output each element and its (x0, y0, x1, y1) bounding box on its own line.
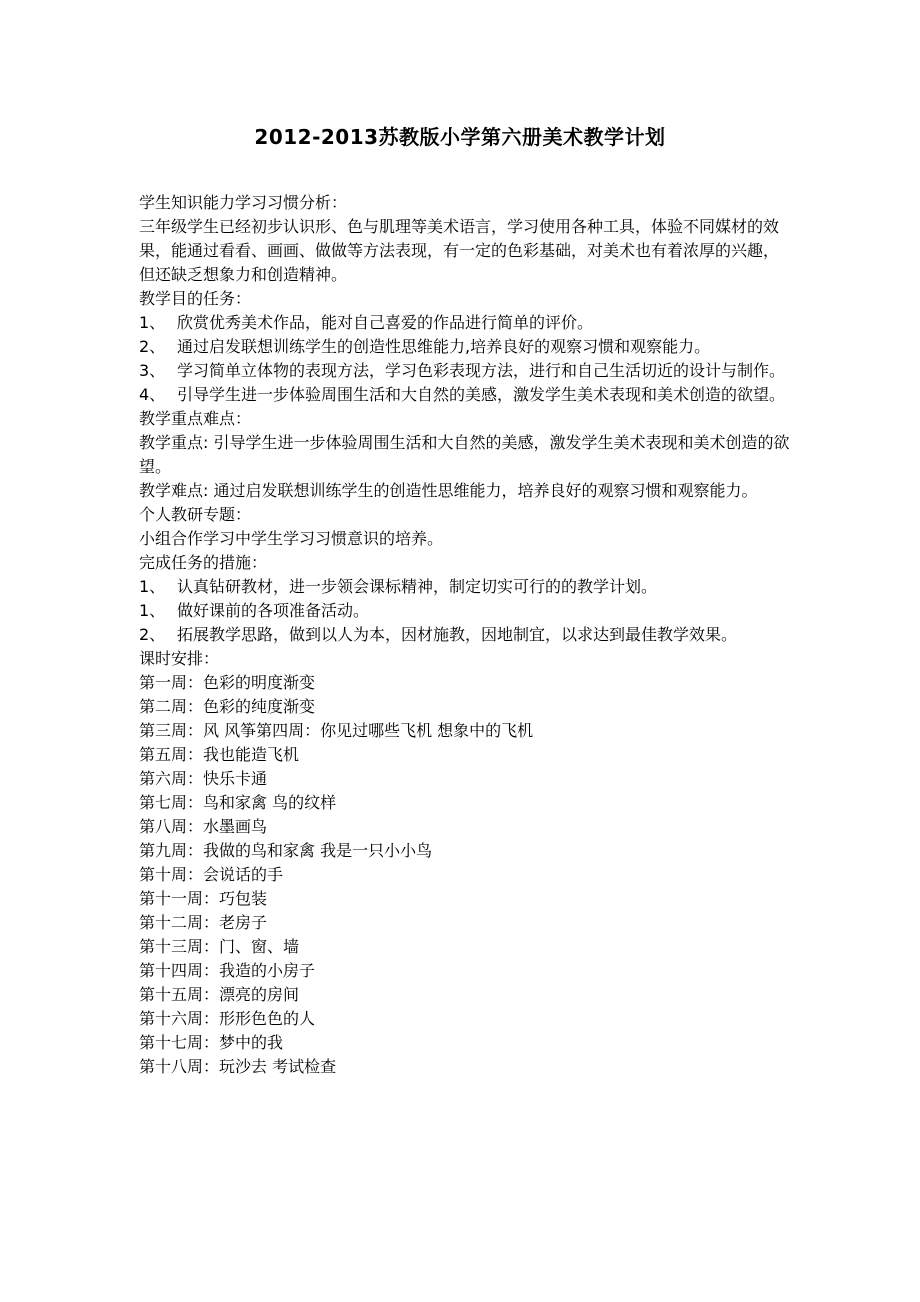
schedule-week: 第二周：色彩的纯度渐变 (139, 697, 316, 716)
goal-item-2 (139, 335, 791, 359)
goals-heading: 教学目的任务： (139, 289, 252, 308)
schedule-week: 第十六周：形形色色的人 (139, 1009, 316, 1028)
focus-key: 教学重点: 引导学生进一步体验周围生活和大自然的美感，激发学生美术表现和美术创造的欲望。 (139, 433, 790, 476)
research-body: 小组合作学习中学生学习习惯意识的培养。 (139, 529, 444, 548)
goal-number: 1、 (139, 313, 166, 332)
schedule-week: 第十一周：巧包装 (139, 889, 268, 908)
schedule-week: 第十三周：门、窗、墙 (139, 937, 300, 956)
goal-number: 4、 (139, 385, 166, 404)
schedule-week: 第十四周：我造的小房子 (139, 961, 316, 980)
measures-heading: 完成任务的措施： (139, 553, 268, 572)
schedule-week: 第十周：会说话的手 (139, 865, 284, 884)
measure-item-1 (139, 575, 791, 599)
schedule-week: 第八周：水墨画鸟 (139, 817, 268, 836)
schedule-week: 第七周：鸟和家禽 鸟的纹样 (139, 793, 337, 812)
goal-item-3 (139, 359, 791, 383)
goal-text: 学习简单立体物的表现方法，学习色彩表现方法，进行和自己生活切近的设计与制作。 (177, 361, 786, 380)
schedule-week: 第九周：我做的鸟和家禽 我是一只小小鸟 (139, 841, 433, 860)
goal-text: 通过启发联想训练学生的创造性思维能力,培养良好的观察习惯和观察能力。 (177, 337, 711, 356)
schedule-week: 第五周：我也能造飞机 (139, 745, 300, 764)
measure-item-3 (139, 623, 791, 647)
analysis-body: 三年级学生已经初步认识形、色与肌理等美术语言，学习使用各种工具，体验不同媒材的效果，能通过看看、画画、做做等方法表现，有一定的色彩基础，对美术也有着浓厚的兴趣，但还缺乏想象力和创造精神。 (139, 217, 780, 284)
document-body (139, 191, 791, 1079)
schedule-week: 第十五周：漂亮的房间 (139, 985, 300, 1004)
measure-item-2 (139, 599, 791, 623)
goal-number: 3、 (139, 361, 166, 380)
measure-number: 1、 (139, 601, 166, 620)
goal-item-1 (139, 311, 791, 335)
measure-number: 1、 (139, 577, 166, 596)
measure-text: 做好课前的各项准备活动。 (177, 601, 370, 620)
analysis-heading: 学生知识能力学习习惯分析： (139, 193, 348, 212)
schedule-week: 第十八周：玩沙去 考试检查 (139, 1057, 337, 1076)
goal-item-4 (139, 383, 791, 407)
focus-heading: 教学重点难点： (139, 409, 252, 428)
schedule-heading: 课时安排： (139, 649, 220, 668)
schedule-week: 第十二周：老房子 (139, 913, 268, 932)
schedule-week: 第一周：色彩的明度渐变 (139, 673, 316, 692)
goal-number: 2、 (139, 337, 166, 356)
focus-difficulty: 教学难点: 通过启发联想训练学生的创造性思维能力，培养良好的观察习惯和观察能力。 (139, 481, 758, 500)
goal-text: 引导学生进一步体验周围生活和大自然的美感，激发学生美术表现和美术创造的欲望。 (177, 385, 786, 404)
research-heading: 个人教研专题： (139, 505, 252, 524)
goal-text: 欣赏优秀美术作品，能对自己喜爱的作品进行简单的评价。 (177, 313, 594, 332)
measure-text: 拓展教学思路，做到以人为本，因材施教，因地制宜，以求达到最佳教学效果。 (177, 625, 738, 644)
measure-number: 2、 (139, 625, 166, 644)
schedule-week: 第三周：风 风筝第四周：你见过哪些飞机 想象中的飞机 (139, 721, 534, 740)
schedule-week: 第十七周：梦中的我 (139, 1033, 284, 1052)
schedule-week: 第六周：快乐卡通 (139, 769, 268, 788)
document-title: 2012-2013苏教版小学第六册美术教学计划 (254, 125, 666, 149)
measure-text: 认真钻研教材，进一步领会课标精神，制定切实可行的的教学计划。 (177, 577, 658, 596)
